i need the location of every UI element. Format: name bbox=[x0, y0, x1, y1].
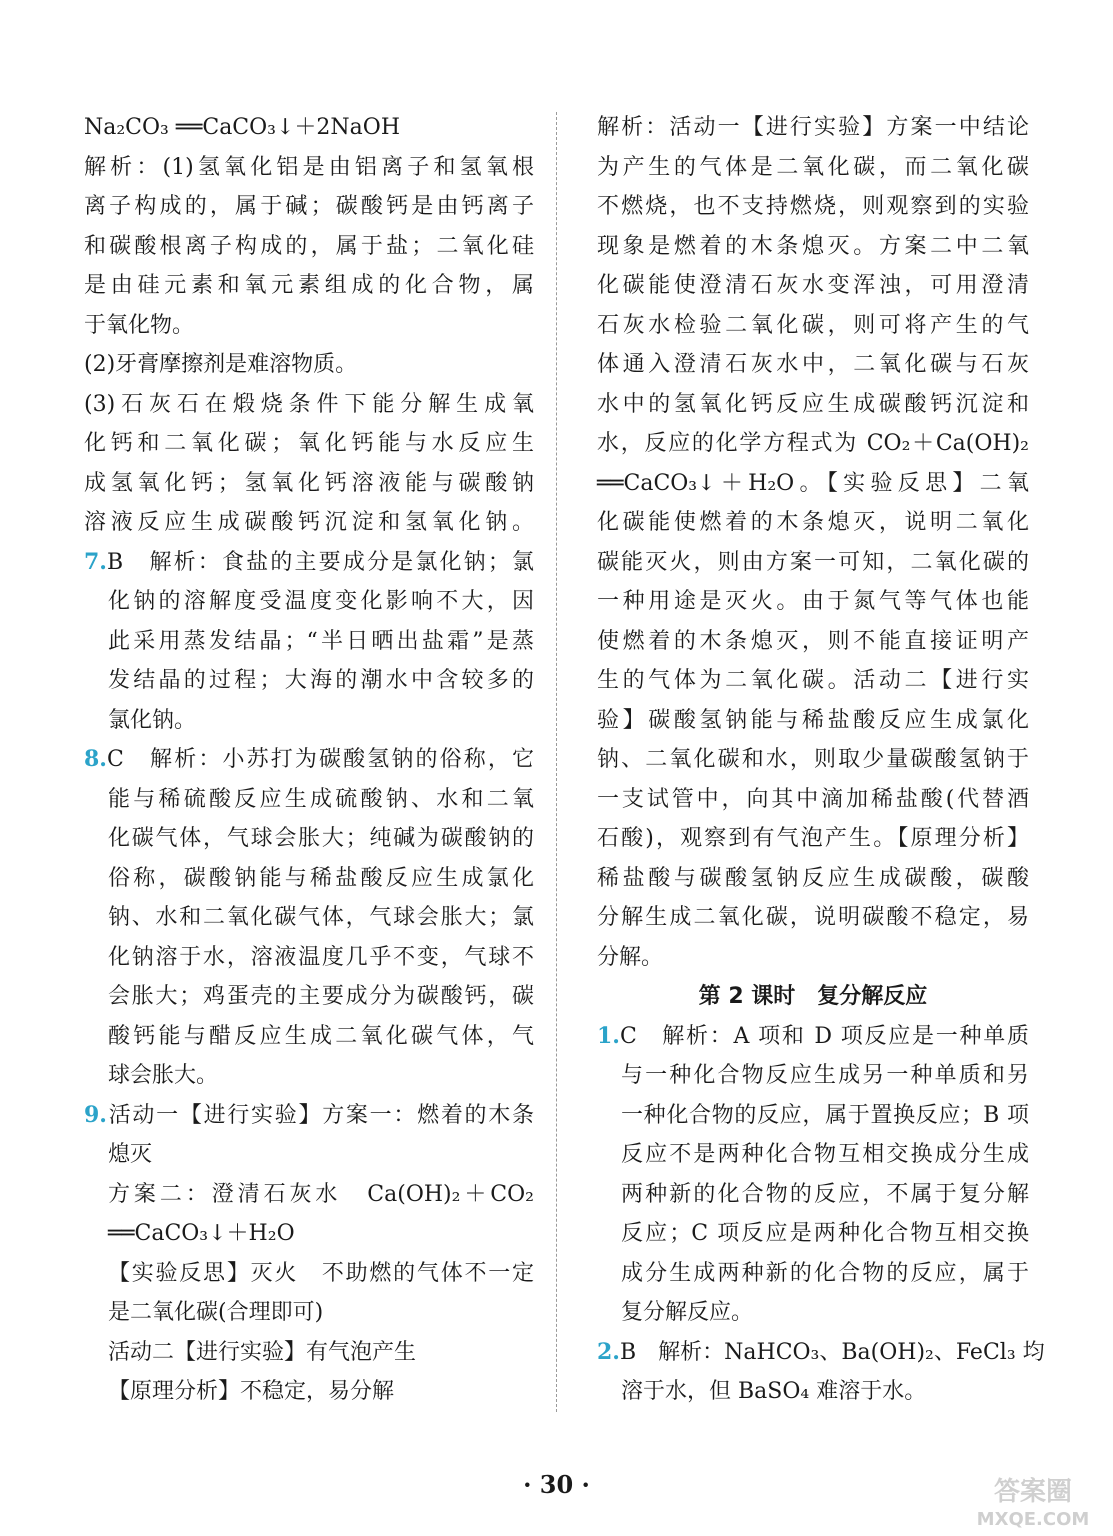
text-line: 成氢氧化钙；氢氧化钙溶液能与碳酸钠 bbox=[84, 470, 534, 496]
question-number: 9. bbox=[84, 1101, 107, 1128]
question-8 bbox=[84, 740, 534, 1096]
equation-line: Na₂CO₃ ══CaCO₃↓＋2NaOH bbox=[84, 115, 401, 140]
text-line: 发结晶的过程；大海的潮水中含较多的 bbox=[108, 668, 534, 693]
text-line: 化碳能使燃着的木条熄灭，说明二氧化 bbox=[597, 510, 1029, 535]
text-line: 复分解反应。 bbox=[621, 1300, 754, 1325]
text-line: 【实验反思】灭火 不助燃的气体不一定 bbox=[108, 1260, 534, 1286]
text-line: 酸钙能与醋反应生成二氧化碳气体，气 bbox=[108, 1023, 534, 1049]
text-line: 方案二：澄清石灰水 Ca(OH)₂＋CO₂ bbox=[108, 1181, 534, 1207]
text-line: 稀盐酸与碳酸氢钠反应生成碳酸，碳酸 bbox=[597, 865, 1029, 891]
question-9 bbox=[84, 1096, 534, 1412]
text-line: ══CaCO₃↓＋H₂O bbox=[108, 1221, 295, 1246]
section-title: 第 2 课时 复分解反应 bbox=[698, 984, 928, 1009]
text-line: 现象是燃着的木条熄灭。方案二中二氧 bbox=[597, 233, 1029, 259]
text-line: 与一种化合物反应生成另一种单质和另 bbox=[621, 1063, 1029, 1088]
text-line: 石酸)，观察到有气泡产生。【原理分析】 bbox=[597, 826, 1029, 851]
text-line: 是二氧化碳(合理即可) bbox=[108, 1300, 324, 1325]
text-line: 是由硅元素和氧元素组成的化合物，属 bbox=[84, 273, 534, 298]
text-line: 解析：活动一【进行实验】方案一中结论 bbox=[597, 115, 1029, 140]
text-line: 成分生成两种新的化合物的反应，属于 bbox=[621, 1260, 1029, 1286]
text-line: 解析：(1)氢氧化铝是由铝离子和氢氧根 bbox=[84, 154, 534, 180]
text-line: 活动一【进行实验】方案一：燃着的木条 bbox=[106, 1102, 534, 1128]
text-line: 碳能灭火，则由方案一可知，二氧化碳的 bbox=[597, 549, 1029, 575]
text-line: 活动二【进行实验】有气泡产生 bbox=[108, 1339, 417, 1365]
text-line: 化碳能使澄清石灰水变浑浊，可用澄清 bbox=[597, 273, 1029, 298]
text-line: 钠、水和二氧化碳气体，气球会胀大；氯 bbox=[108, 905, 534, 930]
text-line: 溶于水，但 BaSO₄ 难溶于水。 bbox=[621, 1379, 927, 1404]
text-line: 体通入澄清石灰水中，二氧化碳与石灰 bbox=[597, 352, 1029, 377]
text-line: 钠、二氧化碳和水，则取少量碳酸氢钠于 bbox=[597, 747, 1029, 772]
text-line: 球会胀大。 bbox=[108, 1063, 219, 1088]
text-line: 化碳气体，气球会胀大；纯碱为碳酸钠的 bbox=[108, 826, 534, 851]
text-line: 水，反应的化学方程式为 CO₂＋Ca(OH)₂ bbox=[597, 431, 1029, 456]
text-line: 此采用蒸发结晶；“半日晒出盐霜”是蒸 bbox=[108, 628, 534, 654]
text-line: B 解析：食盐的主要成分是氯化钠；氯 bbox=[106, 549, 534, 575]
svg-text:答案圈: 答案圈 bbox=[993, 1477, 1073, 1507]
intro-analysis bbox=[84, 148, 534, 543]
text-line: 分解。 bbox=[597, 944, 664, 970]
question-number: 7. bbox=[84, 548, 107, 575]
question-7 bbox=[84, 543, 534, 741]
text-line: 溶液反应生成碳酸钙沉淀和氢氧化钠。 bbox=[84, 510, 534, 535]
text-line: 和碳酸根离子构成的，属于盐；二氧化硅 bbox=[84, 233, 534, 259]
question-number: 8. bbox=[84, 746, 107, 772]
text-line: 验】碳酸氢钠能与稀盐酸反应生成氯化 bbox=[597, 707, 1029, 733]
text-line: 为产生的气体是二氧化碳，而二氧化碳 bbox=[597, 154, 1029, 180]
text-line: 会胀大；鸡蛋壳的主要成分为碳酸钙，碳 bbox=[108, 984, 534, 1009]
text-line: 分解生成二氧化碳，说明碳酸不稳定，易 bbox=[597, 905, 1029, 930]
text-line: 反应不是两种化合物互相交换成分生成 bbox=[621, 1142, 1029, 1167]
text-line: 使燃着的木条熄灭，则不能直接证明产 bbox=[597, 628, 1029, 654]
left-column bbox=[84, 108, 534, 1412]
svg-text:MXQE.COM: MXQE.COM bbox=[976, 1509, 1090, 1530]
text-line: 于氧化物。 bbox=[84, 312, 195, 338]
text-line: 离子构成的，属于碱；碳酸钙是由钙离子 bbox=[84, 194, 534, 219]
text-line: ══CaCO₃↓＋H₂O。【实验反思】二氧 bbox=[597, 470, 1029, 496]
text-line: C 解析：小苏打为碳酸氢钠的俗称，它 bbox=[106, 747, 534, 772]
text-line: B 解析：NaHCO₃、Ba(OH)₂、FeCl₃ 均 bbox=[619, 1339, 1045, 1365]
text-line: 反应；C 项反应是两种化合物互相交换 bbox=[621, 1221, 1029, 1246]
text-line: (2)牙膏摩擦剂是难溶物质。 bbox=[84, 352, 358, 377]
text-line: 两种新的化合物的反应，不属于复分解 bbox=[621, 1181, 1029, 1207]
text-line: (3)石灰石在煅烧条件下能分解生成氧 bbox=[84, 391, 534, 417]
text-line: 熄灭 bbox=[108, 1142, 153, 1167]
text-line: 化钠的溶解度受温度变化影响不大，因 bbox=[108, 589, 534, 614]
question-1 bbox=[597, 1017, 1029, 1333]
text-line: 化钙和二氧化碳；氧化钙能与水反应生 bbox=[84, 431, 534, 456]
column-divider bbox=[556, 112, 557, 1412]
page-number: · 30 · bbox=[523, 1470, 590, 1499]
text-line: 氯化钠。 bbox=[108, 707, 197, 733]
text-line: 化钠溶于水，溶液温度几乎不变，气球不 bbox=[108, 944, 534, 970]
q9-analysis bbox=[597, 108, 1029, 977]
question-number: 1. bbox=[597, 1022, 620, 1049]
right-column bbox=[597, 108, 1045, 1412]
question-2 bbox=[597, 1333, 1045, 1412]
text-line: 能与稀硫酸反应生成硫酸钠、水和二氧 bbox=[108, 786, 534, 812]
text-line: 一种化合物的反应，属于置换反应；B 项 bbox=[621, 1102, 1029, 1128]
text-line: 一支试管中，向其中滴加稀盐酸(代替酒 bbox=[597, 786, 1029, 812]
text-line: 一种用途是灭火。由于氮气等气体也能 bbox=[597, 589, 1029, 614]
text-line: C 解析：A 项和 D 项反应是一种单质 bbox=[619, 1023, 1029, 1049]
question-number: 2. bbox=[597, 1338, 620, 1365]
watermark-logo bbox=[963, 1470, 1103, 1532]
text-line: 生的气体为二氧化碳。活动二【进行实 bbox=[597, 668, 1029, 693]
text-line: 石灰水检验二氧化碳，则可将产生的气 bbox=[597, 312, 1029, 338]
text-line: 不燃烧，也不支持燃烧，则观察到的实验 bbox=[597, 194, 1029, 219]
text-line: 俗称，碳酸钠能与稀盐酸反应生成氯化 bbox=[108, 865, 534, 891]
text-line: 【原理分析】不稳定，易分解 bbox=[108, 1379, 395, 1404]
text-line: 水中的氢氧化钙反应生成碳酸钙沉淀和 bbox=[597, 391, 1029, 417]
